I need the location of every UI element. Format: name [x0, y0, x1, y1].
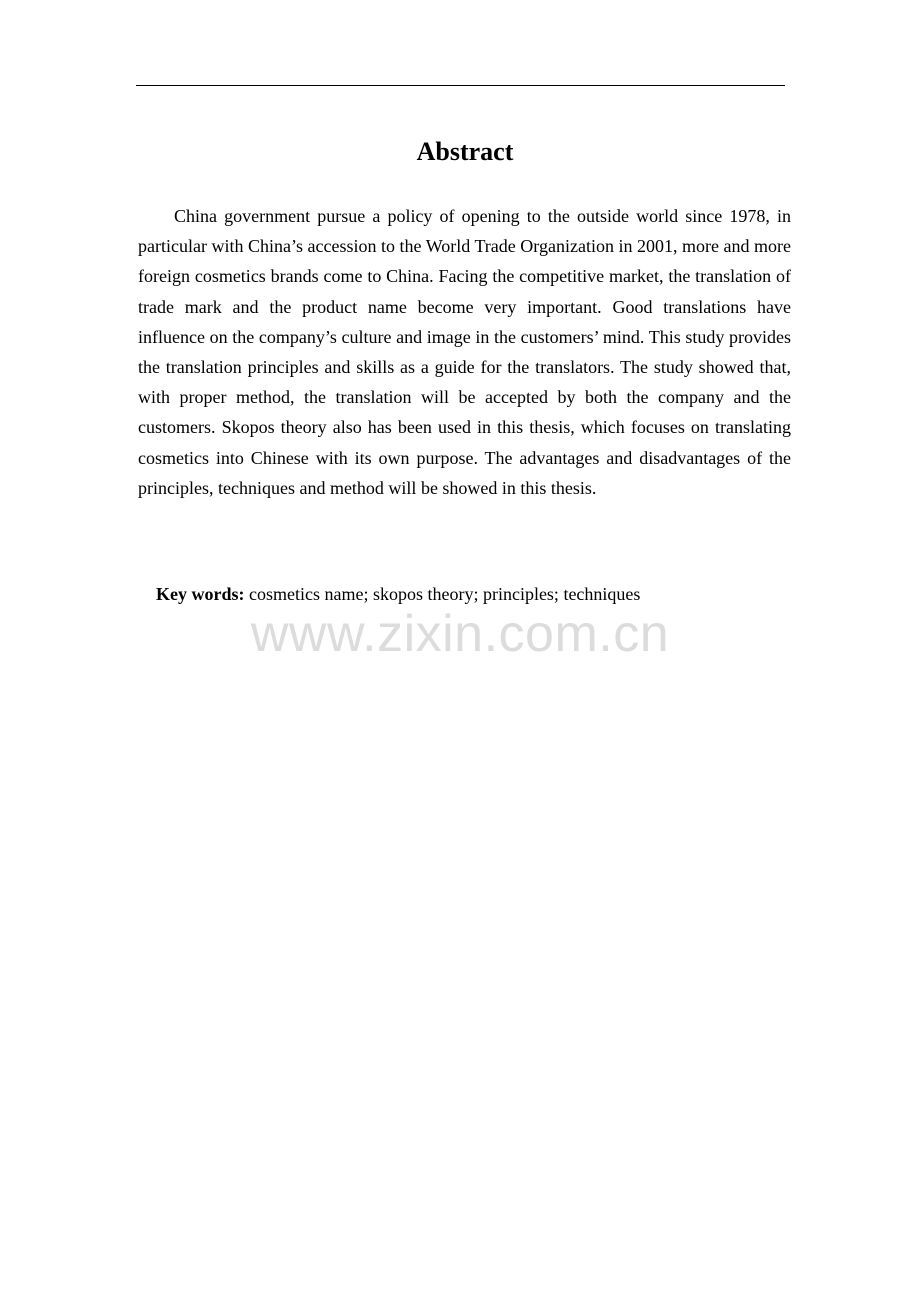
abstract-paragraph: China government pursue a policy of opening to the outside world since 1978, in particular with China’s accession to the World Trade Organization in 2001, more and more foreign cosmetics brands come to China. Facing the competitive market, the translation of trade mark and the product name become very important. Good translations have influence on the company’s culture and image in the customers’ mind. This study provides the translation principles and skills as a guide for the translators. The study showed that, with proper method, the translation will be accepted by both the company and the customers. Skopos theory also has been used in this thesis, which focuses on translating cosmetics into Chinese with its own purpose. The advantages and disadvantages of the principles, techniques and method will be showed in this thesis.: [138, 206, 791, 498]
keywords-label: Key words:: [156, 584, 245, 604]
header-rule: [136, 85, 785, 86]
watermark-text: www.zixin.com.cn: [250, 605, 670, 663]
keywords-value: cosmetics name; skopos theory; principles; techniques: [244, 584, 641, 604]
page-title: Abstract: [416, 137, 514, 166]
